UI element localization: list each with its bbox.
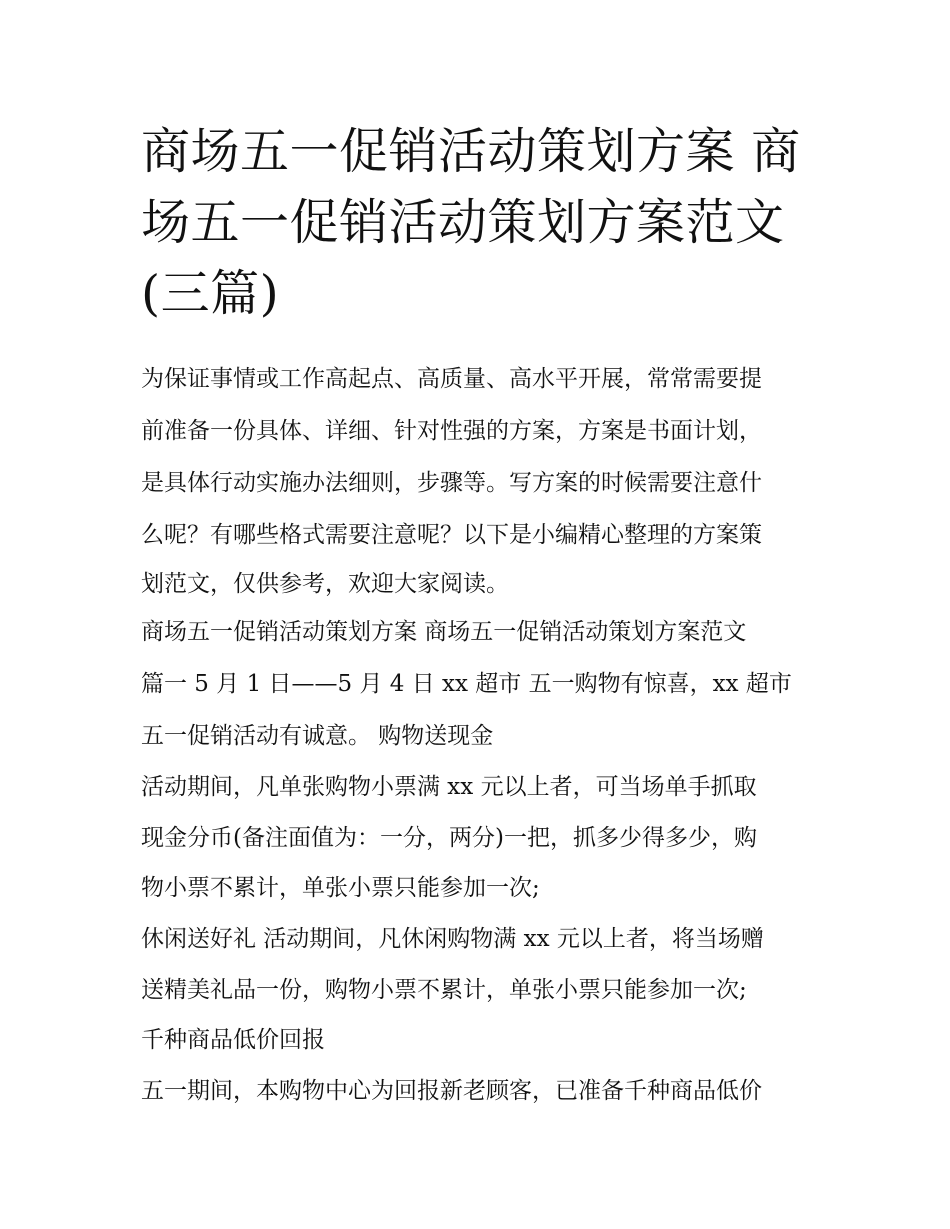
body-line: 送精美礼品一份，购物小票不累计，单张小票只能参加一次; [141, 977, 747, 1003]
body-line: 商场五一促销活动策划方案 商场五一促销活动策划方案范文 [141, 619, 747, 645]
document-title: 商场五一促销活动策划方案 商场五一促销活动策划方案范文(三篇) [141, 123, 801, 322]
body-line: 五一促销活动有诚意。 购物送现金 [141, 723, 494, 749]
body-line: 前准备一份具体、详细、针对性强的方案，方案是书面计划， [141, 418, 762, 444]
body-line: 物小票不累计，单张小票只能参加一次; [141, 875, 540, 901]
body-line: 篇一 5 月 1 日——5 月 4 日 xx 超市 五一购物有惊喜，xx 超市 [141, 671, 792, 697]
body-line: 活动期间，凡单张购物小票满 xx 元以上者，可当场单手抓取 [141, 774, 757, 800]
body-line: 千种商品低价回报 [141, 1027, 325, 1053]
body-line: 五一期间，本购物中心为回报新老顾客，已准备千种商品低价 [141, 1078, 762, 1104]
body-line: 休闲送好礼 活动期间，凡休闲购物满 xx 元以上者，将当场赠 [141, 926, 764, 952]
body-line: 现金分币(备注面值为：一分，两分)一把，抓多少得多少，购 [141, 825, 757, 851]
body-line: 么呢？有哪些格式需要注意呢？以下是小编精心整理的方案策 [141, 522, 762, 548]
body-line: 是具体行动实施办法细则，步骤等。写方案的时候需要注意什 [141, 470, 762, 496]
body-line: 为保证事情或工作高起点、高质量、高水平开展，常常需要提 [141, 366, 762, 392]
body-line: 划范文，仅供参考，欢迎大家阅读。 [141, 571, 509, 597]
